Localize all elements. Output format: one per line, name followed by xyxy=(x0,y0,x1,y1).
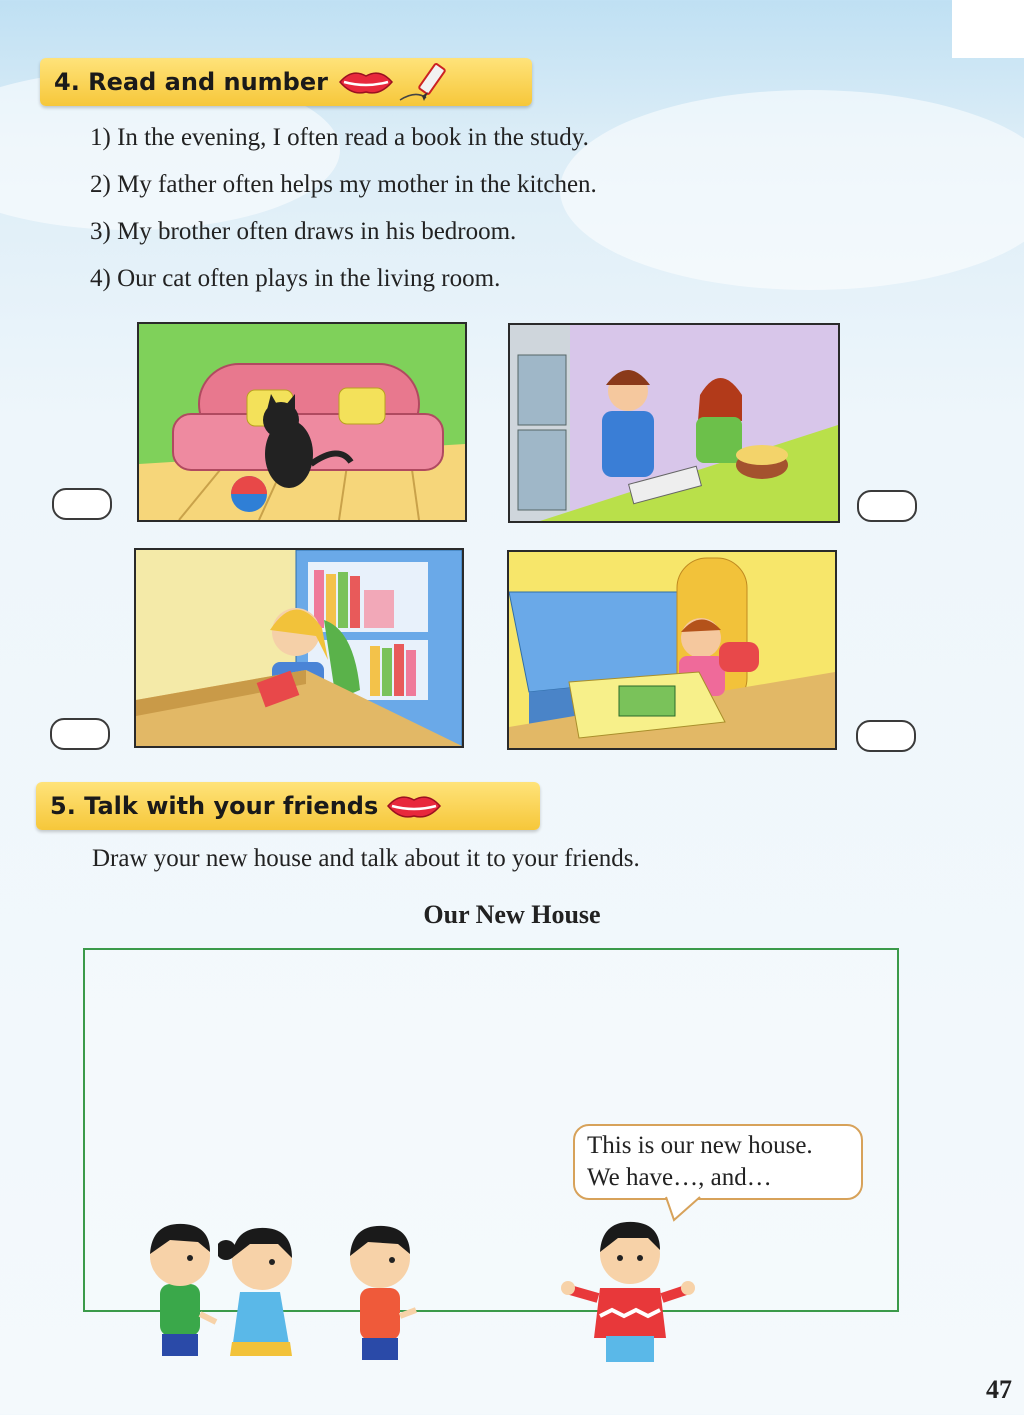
speech-bubble xyxy=(573,1124,863,1200)
bedroom-illustration xyxy=(509,552,835,748)
lips-icon xyxy=(386,790,442,822)
sentence-2: 2) My father often helps my mother in the kitchen. xyxy=(90,171,597,198)
living-room-illustration xyxy=(139,324,465,520)
section4-banner xyxy=(40,58,532,106)
picture-living-room xyxy=(137,322,467,522)
pencil-icon xyxy=(396,60,456,104)
speech-line-2: We have…, and… xyxy=(587,1164,772,1191)
picture-kitchen xyxy=(508,323,840,523)
child-girl-blue xyxy=(218,1222,310,1364)
child-boy-green xyxy=(140,1218,224,1364)
speech-line-1: This is our new house. xyxy=(587,1132,813,1159)
sentence-4: 4) Our cat often plays in the living room. xyxy=(90,265,501,292)
answer-box-bedroom[interactable] xyxy=(856,720,916,752)
answer-box-kitchen[interactable] xyxy=(857,490,917,522)
kitchen-illustration xyxy=(510,325,838,521)
study-illustration xyxy=(136,550,462,746)
child-boy-red xyxy=(336,1220,424,1366)
section5-instruction: Draw your new house and talk about it to your friends. xyxy=(92,845,640,872)
white-corner xyxy=(952,0,1024,58)
section4-title: 4. Read and number xyxy=(54,68,328,96)
house-title: Our New House xyxy=(423,900,601,929)
section5-banner xyxy=(36,782,540,830)
answer-box-study[interactable] xyxy=(50,718,110,750)
answer-box-living-room[interactable] xyxy=(52,488,112,520)
sentence-1: 1) In the evening, I often read a book in the study. xyxy=(90,124,589,151)
lips-icon xyxy=(338,66,394,98)
sentence-3: 3) My brother often draws in his bedroom. xyxy=(90,218,517,245)
child-boy-presenting xyxy=(560,1216,700,1368)
section5-title: 5. Talk with your friends xyxy=(50,792,379,820)
picture-study xyxy=(134,548,464,748)
picture-bedroom xyxy=(507,550,837,750)
cloud xyxy=(560,90,1024,290)
page-number: 47 xyxy=(986,1375,1012,1404)
